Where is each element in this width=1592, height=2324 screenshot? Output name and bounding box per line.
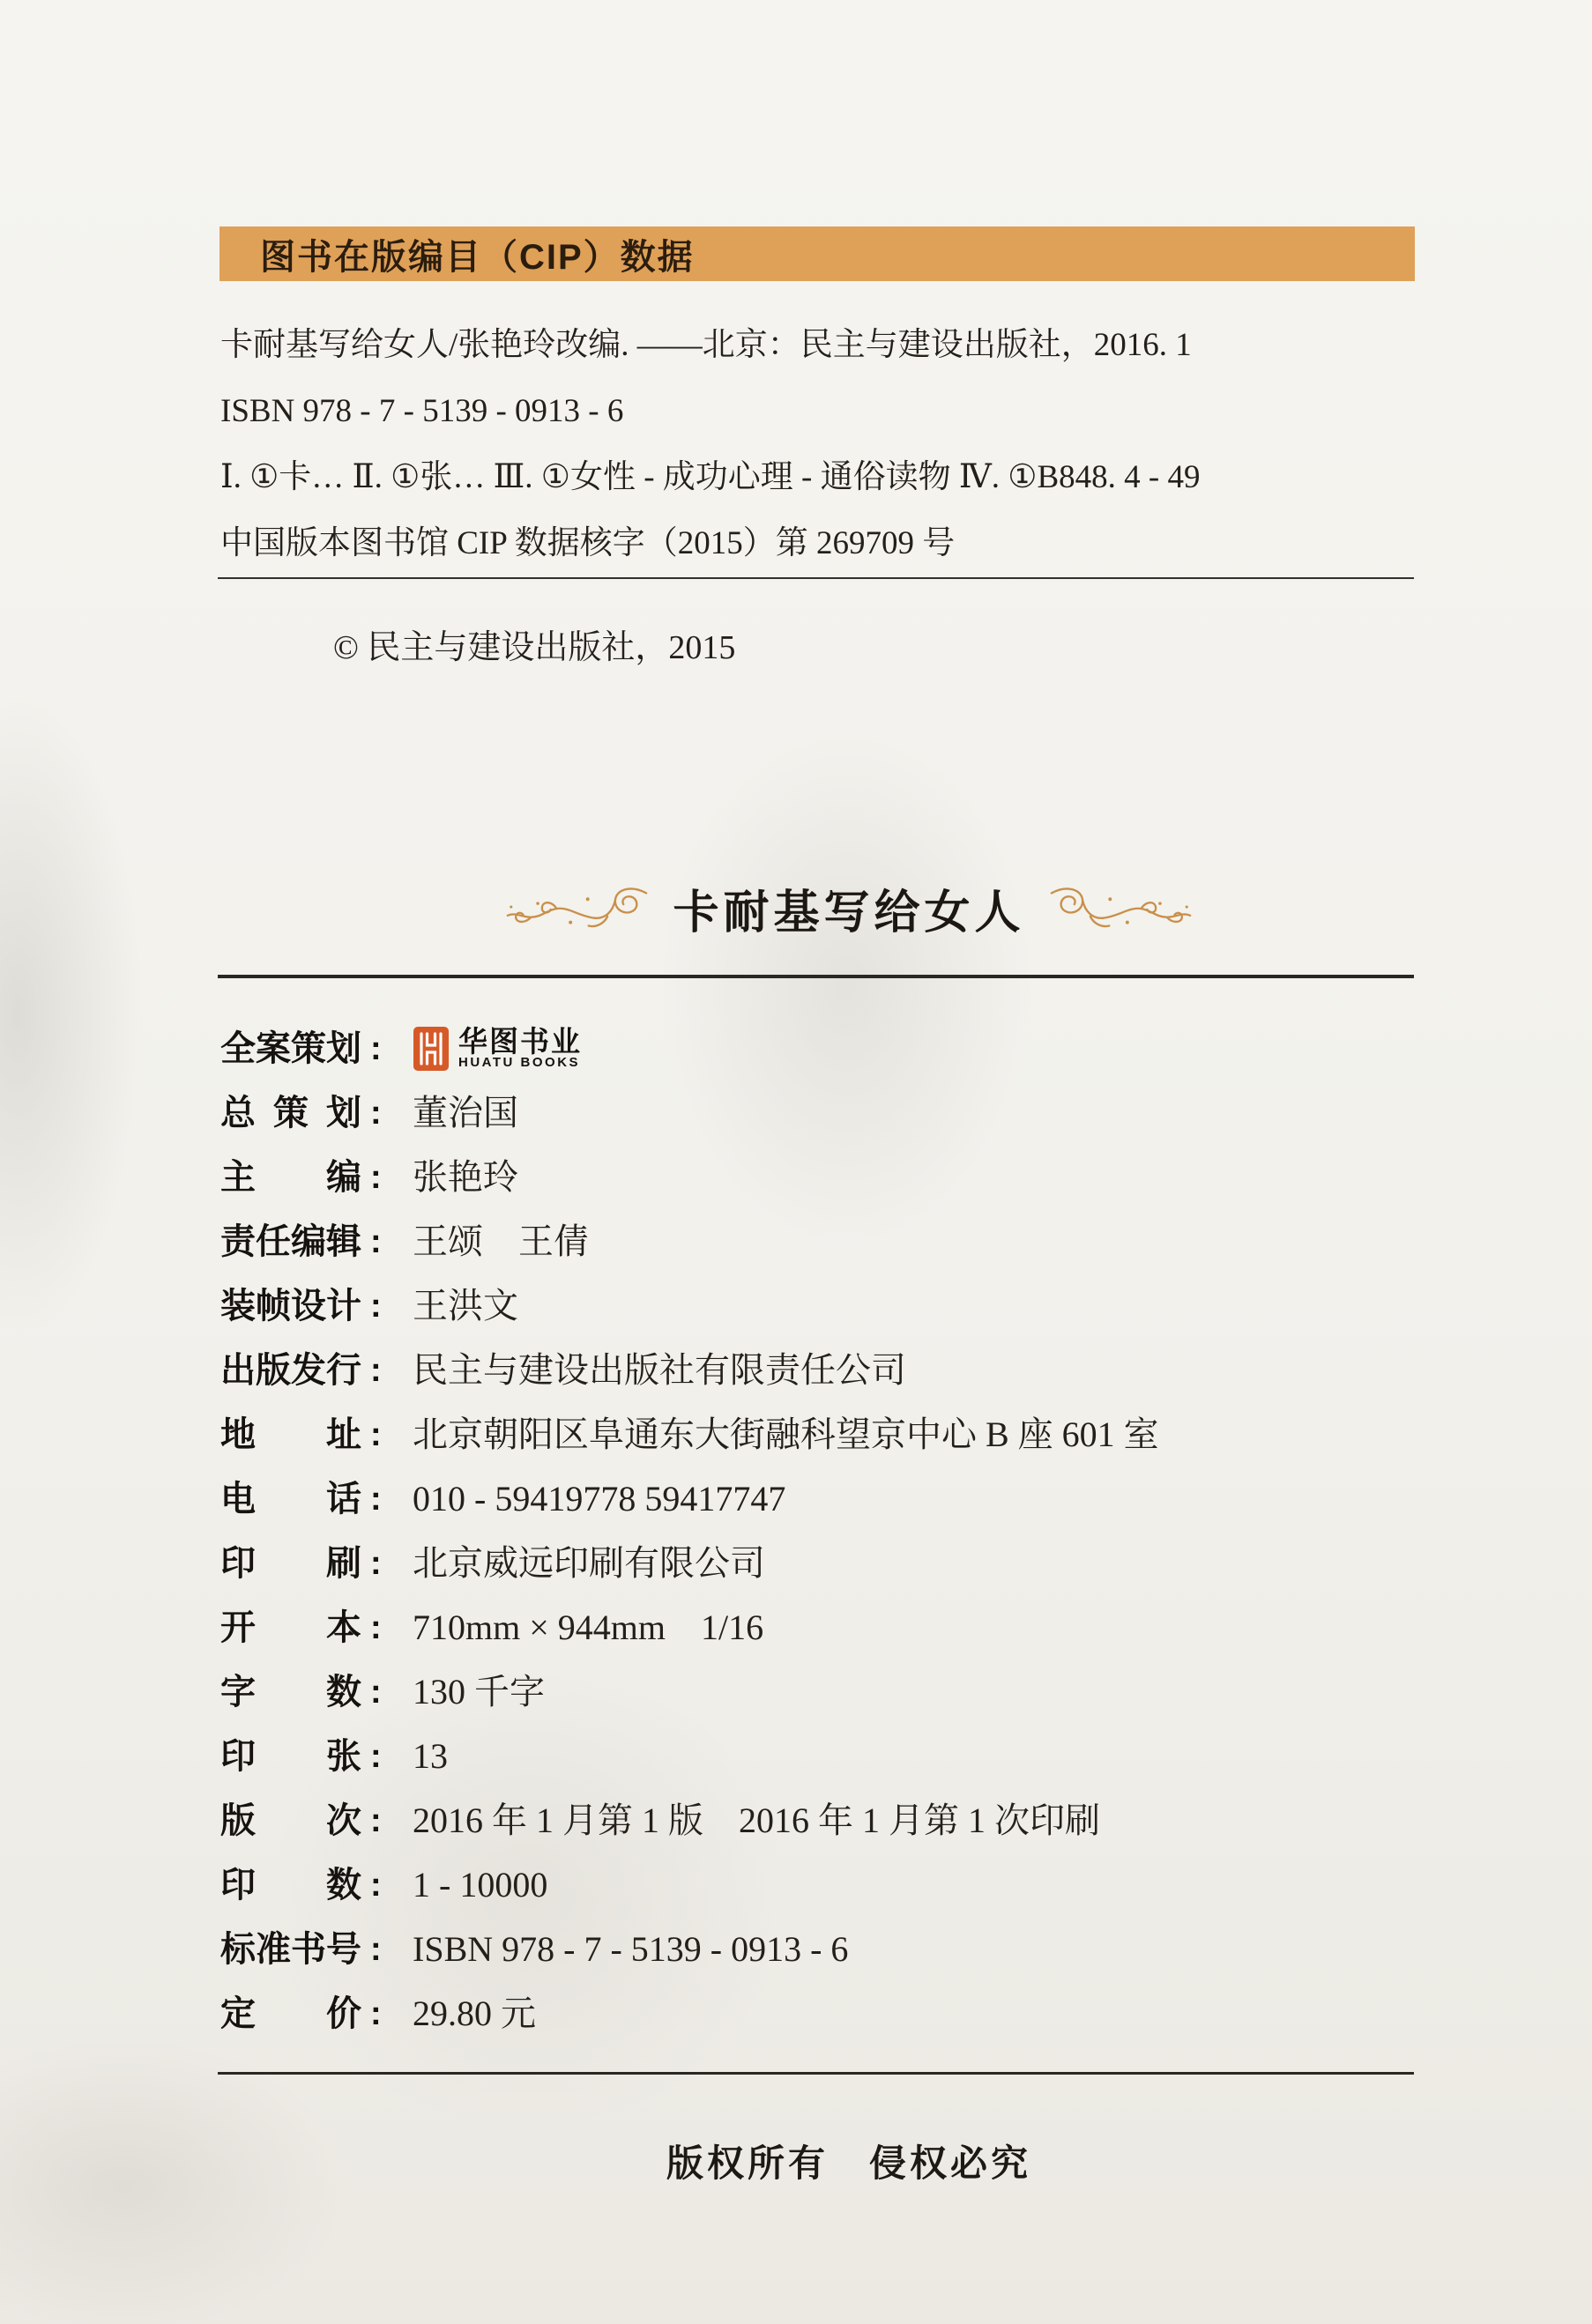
huatu-logo: [413, 1026, 582, 1072]
row-value: 010 - 59419778 59417747: [413, 1478, 786, 1518]
cip-header-label: 图书在版编目（CIP）数据: [260, 237, 695, 277]
row-value: 北京朝阳区阜通东大街融科望京中心 B 座 601 室: [413, 1414, 1159, 1454]
detail-row-responsible-editor: [220, 1209, 1454, 1273]
detail-row-edition: [220, 1788, 1454, 1853]
row-value: 29.80 元: [413, 1993, 536, 2033]
row-colon: :: [370, 1801, 382, 1839]
huatu-logo-text: [458, 1024, 582, 1071]
row-colon: :: [370, 1222, 382, 1260]
row-label: 责任编辑: [220, 1221, 361, 1261]
row-label: 全案策划: [220, 1028, 361, 1068]
detail-row-format: [220, 1595, 1454, 1659]
row-colon: :: [370, 1673, 382, 1711]
row-label: 印张: [220, 1736, 361, 1776]
row-label: 印刷: [220, 1543, 361, 1583]
book-title: 卡耐基写给女人: [673, 887, 1025, 939]
row-colon: :: [370, 1994, 382, 2032]
row-value: 王颂 王倩: [413, 1221, 589, 1261]
row-label: 印数: [220, 1865, 361, 1904]
row-value: 130 千字: [413, 1671, 545, 1711]
detail-row-printer: [220, 1531, 1454, 1595]
row-colon: :: [370, 1158, 382, 1196]
copyright-notice: 版权所有 侵权必究: [666, 2142, 1031, 2184]
cip-line-isbn: ISBN 978 - 7 - 5139 - 0913 - 6: [220, 393, 624, 429]
cip-line-title: 卡耐基写给女人/张艳玲改编. ——北京：民主与建设出版社，2016. 1: [220, 327, 1192, 363]
flourish-right-icon: [1048, 882, 1194, 933]
row-label: 主编: [220, 1157, 361, 1197]
row-label: 开本: [220, 1607, 361, 1647]
row-value: 董治国: [413, 1092, 518, 1132]
flourish-left-icon: [503, 882, 650, 933]
row-label: 总策划: [220, 1093, 361, 1132]
row-colon: :: [370, 1351, 382, 1389]
cip-line-record-number: 中国版本图书馆 CIP 数据核字（2015）第 269709 号: [220, 525, 956, 561]
detail-row-word-count: [220, 1659, 1454, 1724]
row-colon: :: [370, 1094, 382, 1132]
detail-row-editor-in-chief: [220, 1145, 1454, 1209]
cip-header-bar: [219, 226, 1415, 281]
row-colon: :: [370, 1737, 382, 1775]
row-value: 民主与建设出版社有限责任公司: [413, 1349, 906, 1390]
cip-divider: [218, 577, 1414, 579]
row-colon: :: [370, 1544, 382, 1582]
detail-row-price: [220, 1981, 1454, 2046]
details-list: [220, 1016, 1454, 2046]
huatu-logo-cn: 华图书业: [458, 1024, 582, 1058]
row-colon: :: [370, 1930, 382, 1968]
row-colon: :: [370, 1608, 382, 1646]
row-colon: :: [370, 1029, 382, 1067]
row-value: 710mm × 944mm 1/16: [413, 1607, 764, 1647]
detail-row-print-run: [220, 1853, 1454, 1917]
row-value: ISBN 978 - 7 - 5139 - 0913 - 6: [413, 1928, 849, 1969]
detail-row-address: [220, 1402, 1454, 1466]
detail-row-sheets: [220, 1724, 1454, 1788]
row-value: 北京威远印刷有限公司: [413, 1542, 765, 1583]
row-colon: :: [370, 1415, 382, 1453]
copyright-line: © 民主与建设出版社，2015: [333, 629, 736, 666]
row-value: 13: [413, 1735, 448, 1776]
detail-row-planning: [220, 1016, 1454, 1080]
row-label: 地址: [220, 1414, 361, 1454]
detail-row-phone: [220, 1466, 1454, 1531]
cip-line-classification: Ⅰ. ①卡… Ⅱ. ①张… Ⅲ. ①女性 - 成功心理 - 通俗读物 Ⅳ. ①B848. 4 - 49: [220, 459, 1201, 495]
detail-row-standard-isbn: [220, 1917, 1454, 1981]
row-label: 装帧设计: [220, 1286, 361, 1325]
row-colon: :: [370, 1480, 382, 1518]
row-value: 张艳玲: [413, 1156, 518, 1197]
row-value: 1 - 10000: [413, 1864, 548, 1904]
cip-data-block: [220, 312, 1419, 576]
bottom-divider: [218, 2072, 1414, 2075]
row-label: 版次: [220, 1801, 361, 1840]
row-colon: :: [370, 1287, 382, 1325]
title-divider: [218, 975, 1414, 978]
row-label: 标准书号: [220, 1929, 361, 1969]
row-label: 定价: [220, 1994, 361, 2033]
huatu-logo-en: HUATU BOOKS: [458, 1054, 581, 1070]
row-label: 出版发行: [220, 1350, 361, 1390]
detail-row-design: [220, 1273, 1454, 1338]
row-colon: :: [370, 1866, 382, 1904]
row-label: 电话: [220, 1479, 361, 1518]
detail-row-publisher: [220, 1338, 1454, 1402]
detail-row-chief-planner: [220, 1080, 1454, 1145]
row-label: 字数: [220, 1672, 361, 1711]
huatu-logo-mark-icon: [413, 1026, 450, 1072]
row-value: 2016 年 1 月第 1 版 2016 年 1 月第 1 次印刷: [413, 1800, 1100, 1840]
title-row: [53, 881, 1592, 939]
row-value: 王洪文: [413, 1285, 518, 1325]
